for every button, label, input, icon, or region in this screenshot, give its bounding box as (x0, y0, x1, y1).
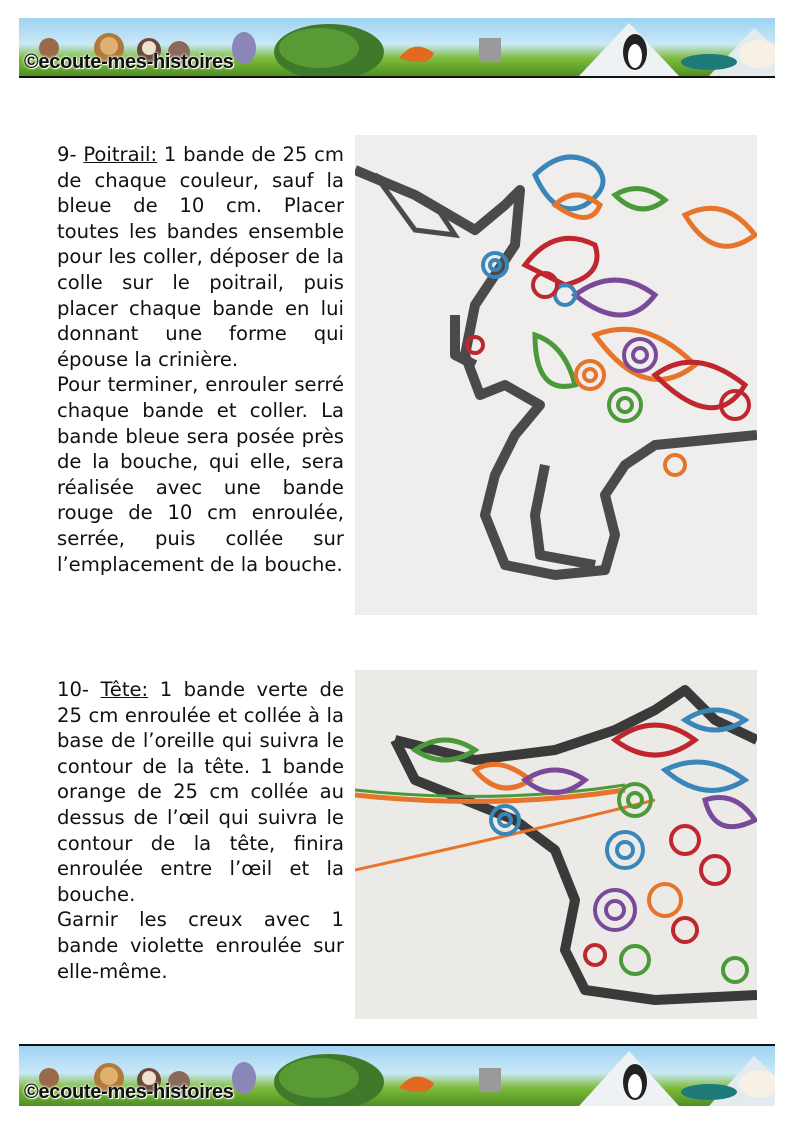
step-10-photo (355, 670, 757, 1019)
step-10-number: 10- (57, 678, 90, 701)
step-10-paragraph-1 (57, 677, 344, 907)
step-9-photo (355, 135, 757, 615)
step-9-text (57, 142, 344, 577)
step-9-paragraph-2: Pour terminer, enrouler serré chaque bande et coller. La bande bleue sera posée près de la bouche, qui elle, sera réalisée avec une bande rouge de 10 cm enroulée, serrée, puis collée sur l’emplacement de la bouche. (57, 373, 344, 576)
step-9-paragraph-1 (57, 142, 344, 372)
step-9-number: 9- (57, 143, 77, 166)
step-10-text (57, 677, 344, 984)
step-9-body: 1 bande de 25 cm de chaque couleur, sauf la bleue de 10 cm. Placer toutes les bandes ensemble pour les coller, déposer de la colle sur le poitrail, puis placer chaque bande en lui donnant une forme qui épouse la crinière. (57, 143, 344, 371)
header-banner (19, 18, 775, 78)
step-10-label: Tête: (100, 678, 149, 701)
brand-watermark: ©ecoute-mes-histoires (24, 1081, 234, 1103)
brand-watermark: ©ecoute-mes-histoires (24, 51, 234, 73)
step-10-paragraph-2: Garnir les creux avec 1 bande violette enroulée sur elle-même. (57, 908, 344, 983)
footer-banner (19, 1044, 775, 1106)
step-10-body: 1 bande verte de 25 cm enroulée et collée à la base de l’oreille qui suivra le contour de la tête. 1 bande orange de 25 cm collée au dessus de l’œil qui suivra le contour de la tête, finira enroulée entre l’œil et la bouche. (57, 678, 345, 906)
step-9-label: Poitrail: (83, 143, 158, 166)
